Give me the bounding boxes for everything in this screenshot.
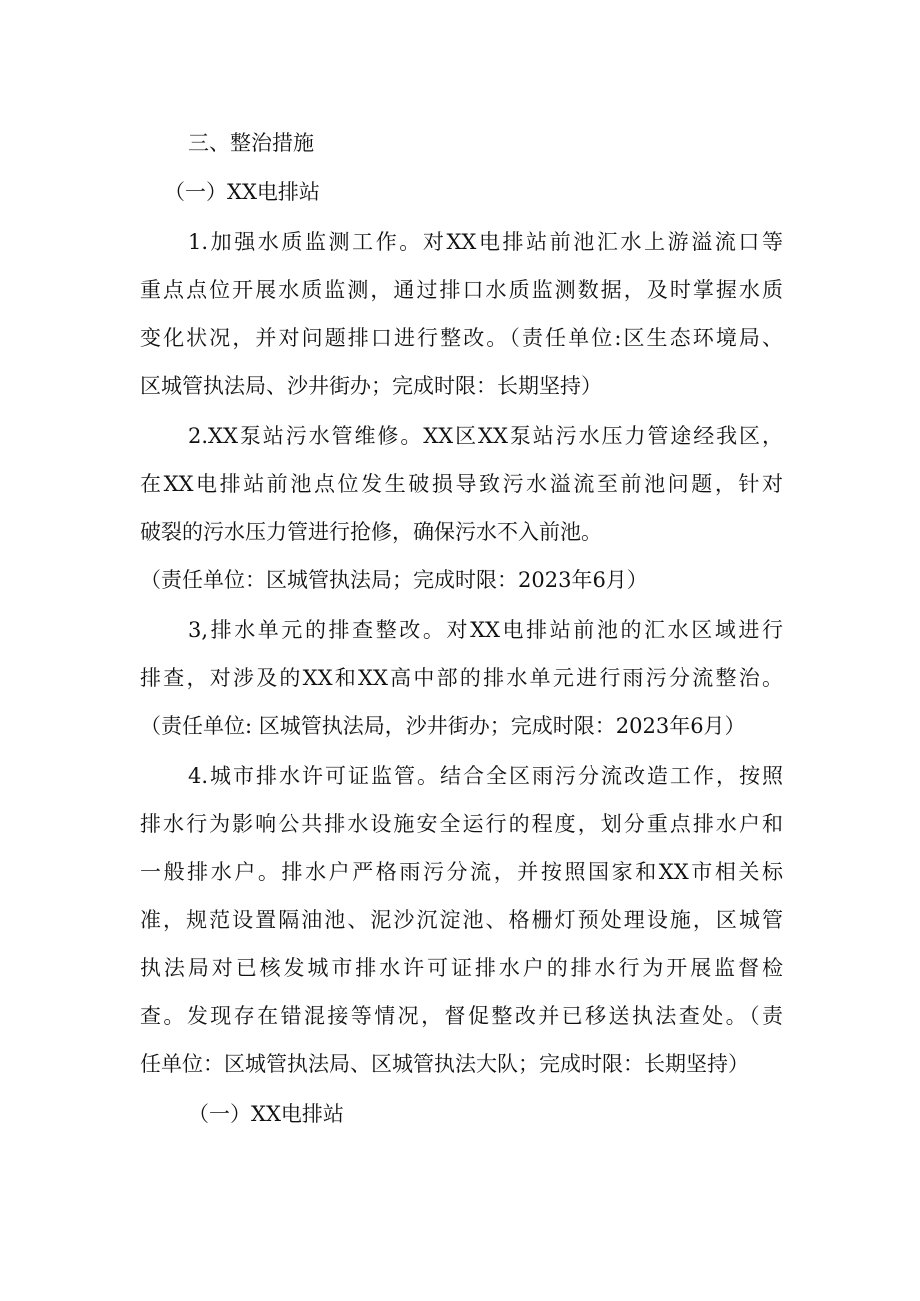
paragraph-line: 区城管执法局、沙井街办；完成时限：长期坚持） [140,374,602,398]
paragraph-line: 2.XX泵站污水管维修。XX区XX泵站污水压力管途经我区， [188,424,783,448]
paragraph-line: 一般排水户。排水户严格雨污分流，并按照国家和XX市相关标 [140,860,783,884]
paragraph-line: 排水行为影响公共排水设施安全运行的程度，划分重点排水户和 [140,812,783,836]
paragraph-line: 在XX电排站前池点位发生破损导致污水溢流至前池问题，针对 [140,472,783,496]
paragraph-line: （责任单位：区城管执法局；完成时限：2023年6月） [140,568,648,592]
section-heading: 三、整治措施 [188,131,314,155]
paragraph-line: 3,排水单元的排查整改。对XX电排站前池的汇水区域进行 [188,618,783,642]
paragraph-line: 执法局对已核发城市排水许可证排水户的排水行为开展监督检 [140,956,783,980]
paragraph-line: 4.城市排水许可证监管。结合全区雨污分流改造工作，按照 [188,764,783,788]
sub-heading: （一）XX电排站 [188,1102,344,1126]
paragraph-line: 查。发现存在错混接等情况，督促整改并已移送执法查处。（责 [140,1004,783,1028]
paragraph-line: 任单位：区城管执法局、区城管执法大队；完成时限：长期坚持） [140,1052,749,1076]
paragraph-line: （责任单位: 区城管执法局，沙井街办；完成时限：2023年6月） [140,714,746,738]
paragraph-line: 变化状况，并对问题排口进行整改。（责任单位:区生态环境局、 [140,326,783,350]
sub-heading: （一）XX电排站 [164,180,320,204]
paragraph-line: 排查，对涉及的XX和XX高中部的排水单元进行雨污分流整治。 [140,666,783,690]
paragraph-line: 破裂的污水压力管进行抢修，确保污水不入前池。 [140,520,602,544]
paragraph-line: 重点点位开展水质监测，通过排口水质监测数据，及时掌握水质 [140,278,783,302]
paragraph-line: 1.加强水质监测工作。对XX电排站前池汇水上游溢流口等 [188,230,783,254]
paragraph-line: 准，规范设置隔油池、泥沙沉淀池、格栅灯预处理设施，区城管 [140,908,783,932]
